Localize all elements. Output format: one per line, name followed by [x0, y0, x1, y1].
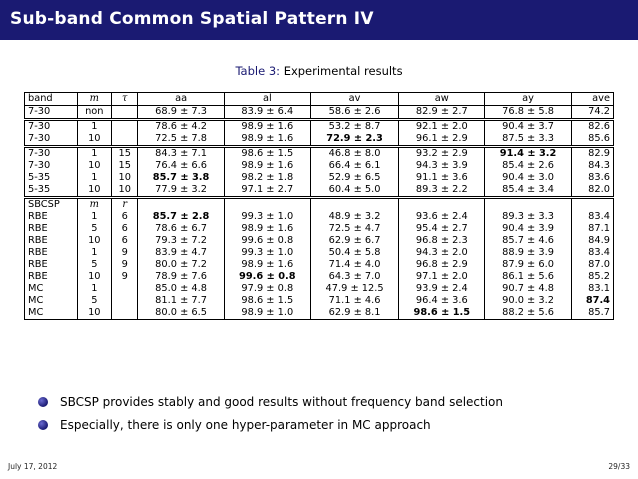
- header-tau: τ: [112, 93, 138, 106]
- table-cell: [112, 106, 138, 120]
- section-header-cell: [224, 198, 310, 212]
- table-cell: 83.9 ± 4.7: [138, 247, 224, 259]
- table-cell: RBE: [25, 247, 78, 259]
- table-cell: 7-30: [25, 106, 78, 120]
- section-header-cell: SBCSP: [25, 198, 78, 212]
- section-header-cell: [485, 198, 571, 212]
- table-cell: 98.6 ± 1.5: [224, 295, 310, 307]
- table-cell: 1: [77, 147, 111, 161]
- table-cell: RBE: [25, 223, 78, 235]
- table-cell: 94.3 ± 2.0: [399, 247, 485, 259]
- table-cell: 95.4 ± 2.7: [399, 223, 485, 235]
- table-cell: 48.9 ± 3.2: [310, 211, 398, 223]
- table-cell: [112, 307, 138, 320]
- best-value: 85.7 ± 2.8: [152, 211, 210, 222]
- title-bar: [0, 0, 638, 40]
- table-cell: 76.4 ± 6.6: [138, 160, 224, 172]
- table-cell: 90.7 ± 4.8: [485, 283, 571, 295]
- table-cell: RBE: [25, 235, 78, 247]
- table-cell: 89.3 ± 2.2: [399, 184, 485, 198]
- table-cell: 5-35: [25, 172, 78, 184]
- table-cell: 10: [77, 160, 111, 172]
- table-cell: 96.1 ± 2.9: [399, 133, 485, 147]
- table-row: [25, 295, 614, 307]
- table-cell: 82.0: [571, 184, 613, 198]
- table-cell: 97.1 ± 2.7: [224, 184, 310, 198]
- table-cell: 9: [112, 271, 138, 283]
- table-row: [25, 307, 614, 320]
- table-header-row: [25, 93, 614, 106]
- table-cell: 15: [112, 147, 138, 161]
- table-cell: 84.9: [571, 235, 613, 247]
- table-cell: 10: [77, 184, 111, 198]
- table-cell: 98.9 ± 1.6: [224, 223, 310, 235]
- table-cell: RBE: [25, 271, 78, 283]
- table-cell: 98.6 ± 1.5: [224, 147, 310, 161]
- table-cell: [112, 295, 138, 307]
- table-cell: [112, 283, 138, 295]
- table-cell: 52.9 ± 6.5: [310, 172, 398, 184]
- table-cell: 90.4 ± 3.0: [485, 172, 571, 184]
- table-cell: MC: [25, 307, 78, 320]
- header-aw: aw: [399, 93, 485, 106]
- section-header-cell: [399, 198, 485, 212]
- best-value: 98.6 ± 1.5: [413, 307, 471, 318]
- table-row: [25, 247, 614, 259]
- table-cell: 10: [77, 307, 111, 320]
- table-cell: 97.9 ± 0.8: [224, 283, 310, 295]
- table-cell: 98.9 ± 1.6: [224, 133, 310, 147]
- footer-date: July 17, 2012: [8, 462, 58, 471]
- table-cell: 5-35: [25, 184, 78, 198]
- table-cell: 77.9 ± 3.2: [138, 184, 224, 198]
- table-cell: 71.1 ± 4.6: [310, 295, 398, 307]
- table-cell: 99.3 ± 1.0: [224, 211, 310, 223]
- table-cell: 87.0: [571, 259, 613, 271]
- table-cell: 80.0 ± 6.5: [138, 307, 224, 320]
- table-cell: 72.5 ± 4.7: [310, 223, 398, 235]
- header-ave: ave: [571, 93, 613, 106]
- section-header-cell: r: [112, 198, 138, 212]
- table-cell: 93.9 ± 2.4: [399, 283, 485, 295]
- table-row: [25, 133, 614, 147]
- header-m: m: [77, 93, 111, 106]
- table-cell: 47.9 ± 12.5: [310, 283, 398, 295]
- table-cell: 78.9 ± 7.6: [138, 271, 224, 283]
- header-aa: aa: [138, 93, 224, 106]
- table-cell: 90.4 ± 3.9: [485, 223, 571, 235]
- table-cell: [485, 147, 571, 161]
- table-row: [25, 184, 614, 198]
- table-row: [25, 147, 614, 161]
- table-row: [25, 235, 614, 247]
- table-cell: [224, 271, 310, 283]
- table-row: [25, 259, 614, 271]
- table-cell: 84.3 ± 7.1: [138, 147, 224, 161]
- table-cell: 94.3 ± 3.9: [399, 160, 485, 172]
- table-cell: 83.1: [571, 283, 613, 295]
- table-cell: 87.1: [571, 223, 613, 235]
- table-cell: 72.5 ± 7.8: [138, 133, 224, 147]
- table-cell: 81.1 ± 7.7: [138, 295, 224, 307]
- table-cell: 15: [112, 160, 138, 172]
- table-cell: 66.4 ± 6.1: [310, 160, 398, 172]
- table-body: [25, 106, 614, 320]
- table-cell: 87.5 ± 3.3: [485, 133, 571, 147]
- table-cell: 1: [77, 120, 111, 134]
- table-cell: 83.4: [571, 211, 613, 223]
- header-av: av: [310, 93, 398, 106]
- best-value: 85.7 ± 3.8: [152, 172, 210, 183]
- table-cell: 1: [77, 283, 111, 295]
- bullet-dot-icon: [38, 420, 48, 430]
- table-row: [25, 283, 614, 295]
- table-cell: 78.6 ± 4.2: [138, 120, 224, 134]
- table-cell: 60.4 ± 5.0: [310, 184, 398, 198]
- table-cell: 50.4 ± 5.8: [310, 247, 398, 259]
- table-cell: 71.4 ± 4.0: [310, 259, 398, 271]
- table-row: [25, 106, 614, 120]
- table-cell: 85.4 ± 2.6: [485, 160, 571, 172]
- table-cell: RBE: [25, 211, 78, 223]
- table-cell: 58.6 ± 2.6: [310, 106, 398, 120]
- bullet-text: SBCSP provides stably and good results without frequency band selection: [60, 395, 504, 409]
- table-cell: 79.3 ± 7.2: [138, 235, 224, 247]
- table-cell: 88.2 ± 5.6: [485, 307, 571, 320]
- table-cell: 96.8 ± 2.9: [399, 259, 485, 271]
- table-cell: 1: [77, 172, 111, 184]
- table-cell: 62.9 ± 6.7: [310, 235, 398, 247]
- table-cell: 82.6: [571, 120, 613, 134]
- table-cell: 10: [77, 133, 111, 147]
- table-cell: 53.2 ± 8.7: [310, 120, 398, 134]
- table-cell: 88.9 ± 3.9: [485, 247, 571, 259]
- table-cell: 6: [112, 223, 138, 235]
- table-cell: [138, 172, 224, 184]
- table-section-header-row: [25, 198, 614, 212]
- table-row: [25, 172, 614, 184]
- table-cell: 85.4 ± 3.4: [485, 184, 571, 198]
- table-cell: [310, 133, 398, 147]
- table-cell: 98.9 ± 1.6: [224, 120, 310, 134]
- table-cell: RBE: [25, 259, 78, 271]
- section-header-cell: [310, 198, 398, 212]
- table-cell: [112, 120, 138, 134]
- table-cell: 89.3 ± 3.3: [485, 211, 571, 223]
- table-cell: MC: [25, 295, 78, 307]
- table-cell: 85.7: [571, 307, 613, 320]
- table-cell: 86.1 ± 5.6: [485, 271, 571, 283]
- caption-text: Experimental results: [283, 64, 403, 78]
- header-ay: ay: [485, 93, 571, 106]
- table-cell: 85.7 ± 4.6: [485, 235, 571, 247]
- table-cell: 84.3: [571, 160, 613, 172]
- best-value: 99.6 ± 0.8: [239, 271, 296, 282]
- table-cell: 78.6 ± 6.7: [138, 223, 224, 235]
- table-cell: 82.9: [571, 147, 613, 161]
- table-cell: 98.9 ± 1.6: [224, 259, 310, 271]
- table-cell: 98.2 ± 1.8: [224, 172, 310, 184]
- table-cell: 76.8 ± 5.8: [485, 106, 571, 120]
- bullet-text: Especially, there is only one hyper-parameter in MC approach: [60, 418, 431, 432]
- table-cell: [112, 133, 138, 147]
- table-cell: 5: [77, 259, 111, 271]
- table-cell: 6: [112, 211, 138, 223]
- bullet-dot-icon: [38, 397, 48, 407]
- table-caption: [0, 64, 638, 78]
- header-al: al: [224, 93, 310, 106]
- table-cell: 97.1 ± 2.0: [399, 271, 485, 283]
- table-cell: 99.3 ± 1.0: [224, 247, 310, 259]
- table-cell: 10: [112, 184, 138, 198]
- table-cell: 10: [112, 172, 138, 184]
- table-cell: 93.6 ± 2.4: [399, 211, 485, 223]
- best-value: 91.4 ± 3.2: [499, 148, 557, 159]
- table-cell: 80.0 ± 7.2: [138, 259, 224, 271]
- table-cell: 85.6: [571, 133, 613, 147]
- table-cell: 83.4: [571, 247, 613, 259]
- table-cell: 6: [112, 235, 138, 247]
- caption-label: Table 3:: [235, 64, 281, 78]
- table-cell: 83.9 ± 6.4: [224, 106, 310, 120]
- table-cell: 99.6 ± 0.8: [224, 235, 310, 247]
- table-cell: [571, 295, 613, 307]
- table-cell: 83.6: [571, 172, 613, 184]
- table-cell: MC: [25, 283, 78, 295]
- table-cell: 90.4 ± 3.7: [485, 120, 571, 134]
- table-cell: 85.2: [571, 271, 613, 283]
- section-header-cell: m: [77, 198, 111, 212]
- results-table: [24, 92, 614, 320]
- table-cell: [399, 307, 485, 320]
- table-cell: 64.3 ± 7.0: [310, 271, 398, 283]
- table-cell: 7-30: [25, 133, 78, 147]
- table-row: [25, 271, 614, 283]
- table-cell: [138, 211, 224, 223]
- best-value: 87.4: [585, 295, 610, 306]
- table-cell: 1: [77, 247, 111, 259]
- table-cell: 74.2: [571, 106, 613, 120]
- header-band: band: [25, 93, 78, 106]
- table-row: [25, 223, 614, 235]
- table-cell: non: [77, 106, 111, 120]
- table-cell: 5: [77, 295, 111, 307]
- table-cell: 1: [77, 211, 111, 223]
- bullet-list: [38, 394, 503, 440]
- table-cell: 7-30: [25, 160, 78, 172]
- table-cell: 46.8 ± 8.0: [310, 147, 398, 161]
- slide-title: Sub-band Common Spatial Pattern IV: [10, 9, 374, 29]
- table-cell: 93.2 ± 2.9: [399, 147, 485, 161]
- table-cell: 7-30: [25, 147, 78, 161]
- table-cell: 9: [112, 247, 138, 259]
- table-cell: 10: [77, 235, 111, 247]
- table-cell: 10: [77, 271, 111, 283]
- section-header-cell: [138, 198, 224, 212]
- table-cell: 98.9 ± 1.0: [224, 307, 310, 320]
- bullet-item: [38, 394, 503, 417]
- bullet-item: [38, 417, 503, 440]
- table-cell: 91.1 ± 3.6: [399, 172, 485, 184]
- table-row: [25, 160, 614, 172]
- table-cell: 82.9 ± 2.7: [399, 106, 485, 120]
- table-cell: 90.0 ± 3.2: [485, 295, 571, 307]
- table-row: [25, 120, 614, 134]
- table-cell: 96.4 ± 3.6: [399, 295, 485, 307]
- table-cell: 9: [112, 259, 138, 271]
- table-cell: 62.9 ± 8.1: [310, 307, 398, 320]
- footer-page-number: 29/33: [608, 462, 630, 471]
- table-cell: 7-30: [25, 120, 78, 134]
- section-header-cell: [571, 198, 613, 212]
- table-cell: 5: [77, 223, 111, 235]
- table-cell: 98.9 ± 1.6: [224, 160, 310, 172]
- table-cell: 92.1 ± 2.0: [399, 120, 485, 134]
- best-value: 72.9 ± 2.3: [326, 133, 383, 144]
- table-cell: 96.8 ± 2.3: [399, 235, 485, 247]
- table-cell: 85.0 ± 4.8: [138, 283, 224, 295]
- table-row: [25, 211, 614, 223]
- table-cell: 68.9 ± 7.3: [138, 106, 224, 120]
- table-cell: 87.9 ± 6.0: [485, 259, 571, 271]
